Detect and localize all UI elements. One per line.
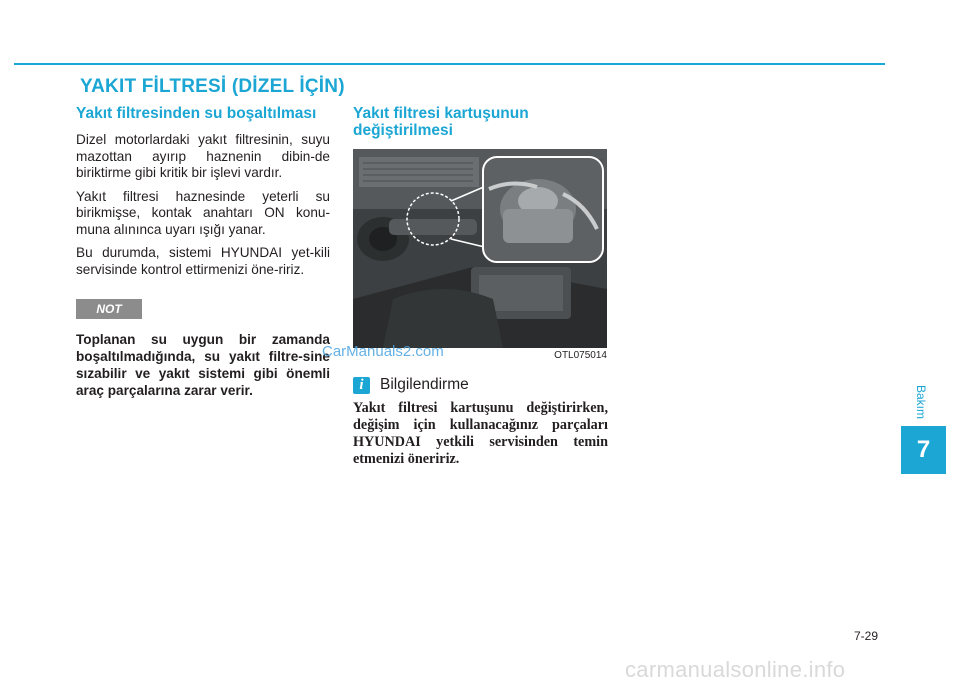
- watermark: CarManuals2.com: [322, 343, 444, 360]
- page-number: 7-29: [854, 629, 879, 643]
- chapter-label-text: Bakım: [914, 384, 928, 420]
- left-paragraph-3: Bu durumda, sistemi HYUNDAI yet-kili servisinde kontrol ettirmenizi öne-ririz.: [76, 245, 330, 277]
- notice-text: Toplanan su uygun bir zamanda boşaltılmadığında, su yakıt filtre-sine sızabilir ve yakıt sistemi gibi önemli araç parçalarına zarar verir.: [76, 332, 330, 398]
- section-title: YAKIT FİLTRESİ (DİZEL İÇİN): [80, 76, 345, 97]
- info-header: [353, 376, 608, 394]
- footer-watermark: carmanualsonline.info: [625, 657, 846, 682]
- info-text: Yakıt filtresi kartuşunu değiştirirken, değişim için kullanacağınız parçaları HYUNDAI yetkili servisinden temin etmenizi öneririz.: [353, 400, 608, 467]
- engine-bay-photo: [353, 149, 607, 348]
- photo-caption: OTL075014: [554, 350, 607, 361]
- left-heading: Yakıt filtresinden su boşaltılması: [76, 105, 317, 122]
- right-heading: Yakıt filtresi kartuşunun değiştirilmesi: [353, 105, 529, 139]
- info-icon: i: [353, 377, 370, 394]
- engine-bay-illustration: [353, 149, 607, 348]
- notice-badge: NOT: [76, 299, 142, 319]
- right-column: [353, 105, 608, 468]
- left-column: [76, 105, 330, 399]
- top-rule: [14, 63, 885, 65]
- chapter-tab: 7: [901, 426, 946, 474]
- chapter-label: [912, 382, 930, 422]
- info-heading: Bilgilendirme: [380, 376, 469, 393]
- left-paragraph-2: Yakıt filtresi haznesinde yeterli su birikmişse, kontak anahtarı ON konu-muna alınınca uyarı ışığı yanar.: [76, 188, 330, 237]
- left-paragraph-1: Dizel motorlardaki yakıt filtresinin, suyu mazottan ayırıp haznenin dibin-de biriktirme gibi kritik bir işlevi vardır.: [76, 132, 330, 180]
